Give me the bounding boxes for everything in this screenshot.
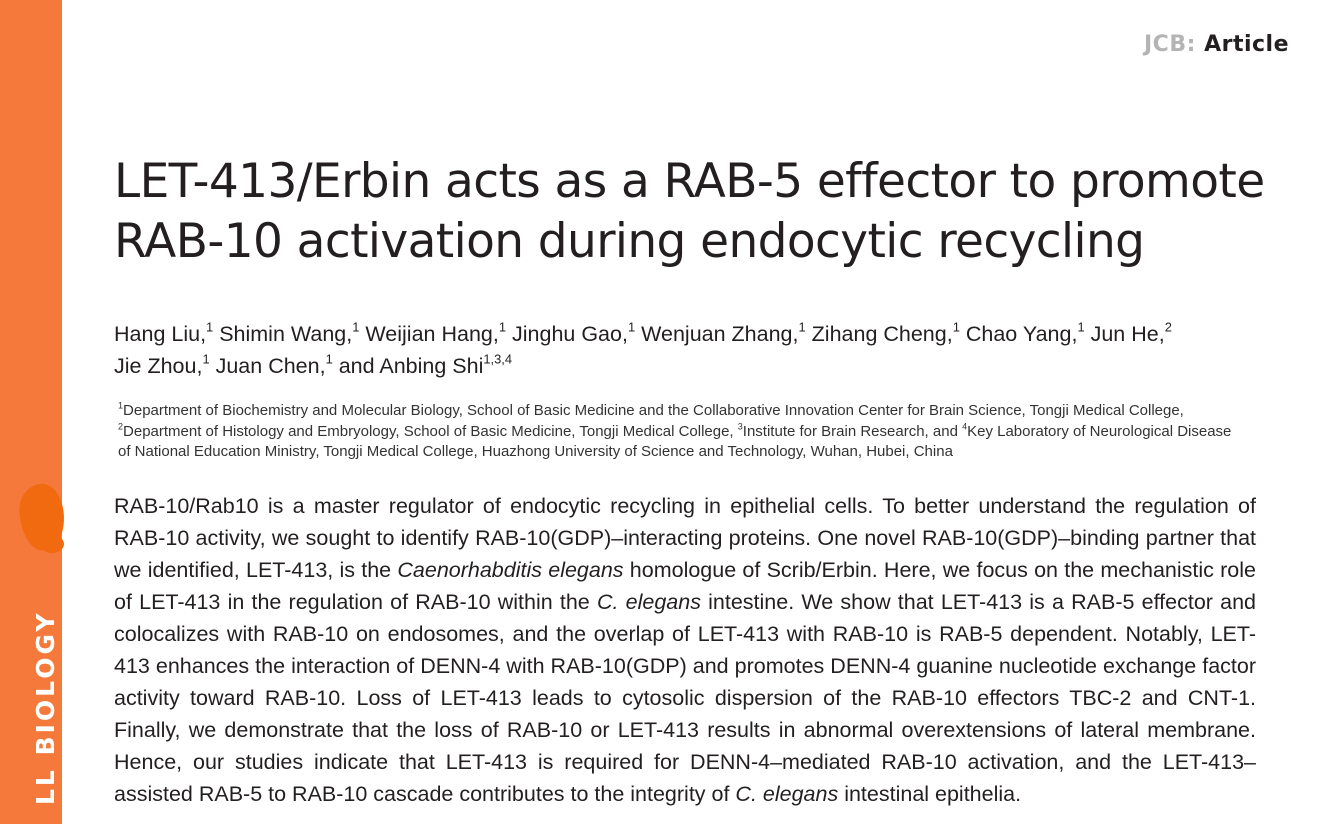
sidebar-journal-text: LL BIOLOGY <box>31 610 60 805</box>
author-name: Hang Liu, <box>114 322 207 346</box>
author-affiliation-sup: 1,3,4 <box>483 351 513 367</box>
author-name: Weijian Hang, <box>365 322 499 346</box>
author-name: Chao Yang, <box>965 322 1078 346</box>
abstract-text: intestine. We show that LET-413 is a RAB-5 effector and colocalizes with RAB-10 on endosomes, and the overlap of LET-413 with RAB-10 is RAB-5 dependent. Notably, LET-413 enhances the interaction of DENN-4 with RAB-10(GDP) and promotes DENN-4 guanine nucleotide exchange factor activity toward RAB-10. Loss of LET-413 leads to cytosolic dispersion of the RAB-10 effectors TBC-2 and CNT-1. Finally, we demonstrate that the loss of RAB-10 or LET-413 results in abnormal overextensions of lateral membrane. Hence, our studies indicate that LET-413 is required for DENN-4–mediated RAB-10 activation, and the LET-413–assisted RAB-5 to RAB-10 cascade contributes to the integrity of <box>114 590 1256 806</box>
abstract-species-name: Caenorhabditis elegans <box>397 558 624 582</box>
author-list <box>114 318 1264 382</box>
author <box>965 319 1085 346</box>
author-name: and Anbing Shi <box>338 354 484 378</box>
author-name: Shimin Wang, <box>219 322 353 346</box>
affiliation-line <box>118 442 1268 463</box>
abstract-text: intestinal epithelia. <box>838 782 1022 806</box>
author-name: Wenjuan Zhang, <box>641 322 799 346</box>
affiliation-sup: 4 <box>962 420 968 431</box>
author-name: Jie Zhou, <box>114 354 203 378</box>
author <box>114 351 210 378</box>
author <box>338 351 513 378</box>
abstract-species-name: C. elegans <box>596 590 701 614</box>
affiliation-text: Department of Histology and Embryology, School of Basic Medicine, Tongji Medical College, <box>123 422 738 440</box>
author-name: Juan Chen, <box>215 354 326 378</box>
affiliation-line <box>118 422 1268 443</box>
journal-header <box>1144 32 1289 57</box>
author <box>641 319 806 346</box>
affiliation-text: of National Education Ministry, Tongji Medical College, Huazhong University of Science and Technology, Wuhan, Hubei, China <box>118 443 953 460</box>
author <box>811 319 960 346</box>
author-affiliation-sup: 1 <box>952 319 960 335</box>
author-affiliation-sup: 1 <box>206 319 214 335</box>
affiliation-sup: 3 <box>737 420 743 431</box>
abstract-text: homologue of Scrib/Erbin. Here, we focus on the mechanistic role of LET-413 in the regulation of RAB-10 within the <box>114 558 1256 614</box>
author-affiliation-sup: 1 <box>325 351 333 367</box>
orange-ink-mark-tail <box>40 535 64 553</box>
affiliation-sup: 1 <box>118 400 124 411</box>
author <box>219 319 360 346</box>
abstract-text: RAB-10/Rab10 is a master regulator of endocytic recycling in epithelial cells. To better understand the regulation of RAB-10 activity, we sought to identify RAB-10(GDP)–interacting proteins. One novel RAB-10(GDP)–binding partner that we identified, LET-413, is the <box>114 494 1256 582</box>
journal-abbrev: JCB: <box>1143 32 1196 57</box>
abstract <box>114 490 1256 810</box>
author-affiliation-sup: 1 <box>202 351 210 367</box>
affiliation-text: Department of Biochemistry and Molecular Biology, School of Basic Medicine and the Collaborative Innovation Center for Brain Science, Tongji Medical College, <box>123 402 1184 419</box>
author <box>512 319 636 346</box>
affiliations <box>118 401 1268 463</box>
author-name: Jinghu Gao, <box>512 322 628 346</box>
author-affiliation-sup: 1 <box>627 319 636 335</box>
journal-sidebar <box>0 0 62 824</box>
author <box>365 319 507 346</box>
author-affiliation-sup: 1 <box>352 319 360 335</box>
article-type: Article <box>1204 32 1289 57</box>
author <box>1090 319 1172 346</box>
author-name: Jun He, <box>1090 322 1165 346</box>
article-title: LET-413/Erbin acts as a RAB-5 effector to promote RAB-10 activation during endocytic recycling <box>114 154 1265 269</box>
affiliation-line <box>118 401 1268 422</box>
author-affiliation-sup: 1 <box>1077 319 1085 335</box>
author <box>215 351 333 378</box>
abstract-species-name: C. elegans <box>735 782 839 806</box>
author-affiliation-sup: 1 <box>798 319 806 335</box>
affiliation-text: Key Laboratory of Neurological Disease <box>967 422 1232 440</box>
author-name: Zihang Cheng, <box>811 322 953 346</box>
affiliation-text: Institute for Brain Research, and <box>742 422 963 440</box>
author <box>114 319 214 346</box>
author-affiliation-sup: 1 <box>498 319 507 335</box>
affiliation-sup: 2 <box>118 420 124 431</box>
author-affiliation-sup: 2 <box>1164 319 1172 335</box>
